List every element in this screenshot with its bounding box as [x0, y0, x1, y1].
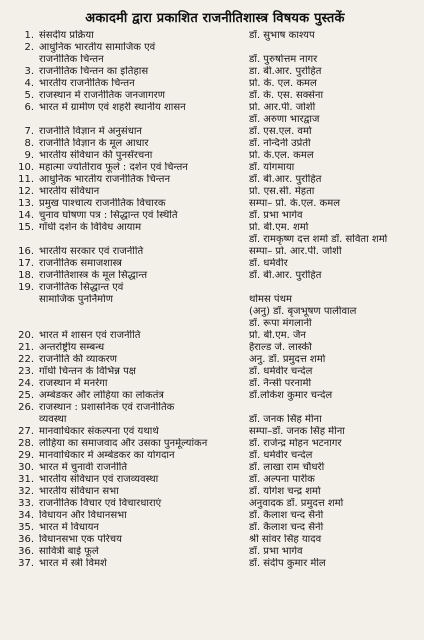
- book-number: 36.: [18, 534, 34, 545]
- book-author: डॉ. जनक सिंह मीना: [249, 414, 322, 425]
- list-item: [14, 402, 416, 414]
- list-item: [14, 318, 416, 330]
- book-author: डॉ. बी.आर. पुरोहित: [249, 174, 322, 185]
- book-number: 28.: [18, 438, 34, 449]
- book-title: राजनीतिशास्त्र के मूल सिद्धान्त: [39, 270, 148, 281]
- list-item: [14, 138, 416, 150]
- list-item: [14, 330, 416, 342]
- book-title: भारतीय सरकार एवं राजनीति: [39, 246, 144, 257]
- book-author: प्रो. बी.एम. शर्मा: [249, 222, 309, 233]
- book-title: महात्मा ज्योतीराव फूले : दर्शन एवं चिन्तन: [39, 162, 188, 173]
- list-item: [14, 342, 416, 354]
- book-list: [14, 30, 416, 570]
- list-item: [14, 66, 416, 78]
- book-number: 13.: [18, 198, 34, 209]
- list-item: [14, 546, 416, 558]
- list-item: [14, 558, 416, 570]
- list-item: [14, 522, 416, 534]
- list-item: [14, 42, 416, 54]
- book-author: डॉ. अल्पना पारीक: [249, 474, 315, 485]
- book-number: 26.: [18, 402, 34, 413]
- book-title: राजनीति की व्याकरण: [39, 354, 117, 365]
- book-author: डॉ. के. एस. सक्सेना: [249, 90, 324, 101]
- book-number: 3.: [24, 66, 34, 77]
- list-item: [14, 186, 416, 198]
- list-item: [14, 150, 416, 162]
- book-title: भारतीय संविधान की पुनर्संरचना: [39, 150, 153, 161]
- book-number: 8.: [24, 138, 34, 149]
- book-title: राजस्थान में राजनीतिक जनजागरण: [39, 90, 165, 101]
- book-author: प्रो. एस.सी. मेहता: [249, 186, 315, 197]
- book-title: आधुनिक भारतीय राजनीतिक चिन्तन: [39, 174, 171, 185]
- book-title-cont: राजनीतिक चिन्तन: [39, 54, 104, 65]
- book-number: 1.: [24, 30, 34, 41]
- book-title: राजनीतिक विचार एवं विचारधाराएं: [39, 498, 162, 509]
- book-title: भारतीय संविधान एवं राजव्यवस्था: [39, 474, 159, 485]
- book-author: हैराल्ड जे. लास्की: [249, 342, 312, 353]
- book-author-extra: डॉ. रूपा मंगलानी: [249, 318, 312, 329]
- book-title: भारत में शासन एवं राजनीति: [39, 330, 141, 341]
- list-item: [14, 210, 416, 222]
- book-title: भारतीय संविधान: [39, 186, 100, 197]
- book-number: 22.: [18, 354, 34, 365]
- book-number: 25.: [18, 390, 34, 401]
- book-title: चुनाव घोषणा पत्र : सिद्धान्त एवं स्थिति: [39, 210, 178, 221]
- book-number: 18.: [18, 270, 34, 281]
- list-item: [14, 498, 416, 510]
- list-item: [14, 426, 416, 438]
- list-item: [14, 198, 416, 210]
- book-title: गाँधी चिन्तन के विभिन्न पक्ष: [39, 366, 136, 377]
- list-item: [14, 126, 416, 138]
- book-title: मानवाधिकार संकल्पना एवं यथार्थ: [39, 426, 159, 437]
- list-item: [14, 30, 416, 42]
- book-number: 5.: [24, 90, 34, 101]
- list-item: [14, 474, 416, 486]
- book-number: 17.: [18, 258, 34, 269]
- list-item: [14, 510, 416, 522]
- book-author: डॉ. योगेश चन्द्र शर्मा: [249, 486, 321, 497]
- book-author: डॉ. सुभाष काश्यप: [249, 30, 315, 41]
- book-author-extra: डॉ. रामकृष्ण दत्त शर्मा डॉ. सविता शर्मा: [249, 234, 388, 245]
- book-author: सम्पा– प्रो. आर.पी. जोशी: [249, 246, 342, 257]
- book-author: डॉ. बी.आर. पुरोहित: [249, 270, 322, 281]
- list-item: [14, 54, 416, 66]
- book-author: प्रो. बी.एम. जैन: [249, 330, 306, 341]
- book-author: डॉ. संदीप कुमार मील: [249, 558, 326, 569]
- book-author: प्रो. आर.पी. जोशी: [249, 102, 316, 113]
- book-title: गाँधी दर्शन के विविध आयाम: [39, 222, 142, 233]
- book-title: आधुनिक भारतीय सामाजिक एवं: [39, 42, 156, 53]
- book-author: डॉ.लोकेश कुमार चन्देल: [249, 390, 333, 401]
- book-author: डॉ. कैलाश चन्द सैनी: [249, 510, 324, 521]
- book-number: 34.: [18, 510, 34, 521]
- book-number: 21.: [18, 342, 34, 353]
- book-author: डॉ. योगमाया: [249, 162, 295, 173]
- book-number: 6.: [24, 102, 34, 113]
- book-author: थोमस पंथम: [249, 294, 292, 305]
- book-number: 29.: [18, 450, 34, 461]
- book-author: डा. बी.आर. पुरोहित: [249, 66, 322, 77]
- book-title: प्रमुख पाश्चात्य राजनीतिक विचारक: [39, 198, 166, 209]
- book-number: 7.: [24, 126, 34, 137]
- list-item: [14, 378, 416, 390]
- book-title-cont: व्यवस्था: [39, 414, 67, 425]
- list-item: [14, 282, 416, 294]
- list-item: [14, 102, 416, 114]
- book-author: अनु. डॉ. प्रमुदत्त शर्मा: [249, 354, 326, 365]
- book-title: राजनीतिक सिद्धान्त एवं: [39, 282, 124, 293]
- book-title: विधायन और विधानसभा: [39, 510, 127, 521]
- book-author-extra: (अनु) डॉ. बृजभूषण पालीवाल: [249, 306, 357, 317]
- list-item: [14, 462, 416, 474]
- book-number: 9.: [24, 150, 34, 161]
- book-author: डॉ. प्रभा भार्गव: [249, 546, 303, 557]
- book-title: राजनीतिक चिन्तन का इतिहास: [39, 66, 149, 77]
- book-title: राजस्थान में मनरेगा: [39, 378, 108, 389]
- book-number: 20.: [18, 330, 34, 341]
- book-title: संसदीय प्रक्रिया: [39, 30, 94, 41]
- book-number: 19.: [18, 282, 34, 293]
- list-item: [14, 222, 416, 234]
- book-number: 11.: [18, 174, 34, 185]
- list-item: [14, 390, 416, 402]
- book-number: 36.: [18, 546, 34, 557]
- book-number: 24.: [18, 378, 34, 389]
- book-author: डॉ. धर्मवीर चन्देल: [249, 450, 313, 461]
- book-title: अम्बेडकर और लोहिया का लोकतंत्र: [39, 390, 164, 401]
- list-item: [14, 294, 416, 306]
- book-number: 4.: [24, 78, 34, 89]
- list-item: [14, 486, 416, 498]
- list-item: [14, 234, 416, 246]
- book-author: श्री सांवर सिंह यादव: [249, 534, 322, 545]
- book-number: 33.: [18, 498, 34, 509]
- book-title: भारत में ग्रामीण एवं शहरी स्थानीय शासन: [39, 102, 186, 113]
- book-author: डॉ. राजेन्द्र मोहन भटनागर: [249, 438, 342, 449]
- list-item: [14, 162, 416, 174]
- book-title: सावित्री बाई फूले: [39, 546, 99, 557]
- list-item: [14, 450, 416, 462]
- book-title: भारतीय राजनीतिक चिन्तन: [39, 78, 135, 89]
- book-author: डॉ. नन्दिनी उप्रेती: [249, 138, 311, 149]
- list-item: [14, 438, 416, 450]
- book-title: राजस्थान : प्रशासनिक एवं राजनीतिक: [39, 402, 175, 413]
- list-item: [14, 174, 416, 186]
- book-number: 31.: [18, 474, 34, 485]
- book-title: लोहिया का समाजवाद और उसका पुनर्मूल्यांकन: [39, 438, 208, 449]
- list-item: [14, 246, 416, 258]
- list-item: [14, 306, 416, 318]
- book-author: डॉ. धर्मवीर चन्देल: [249, 366, 313, 377]
- book-author: प्रो. के.एल. कमल: [249, 150, 314, 161]
- book-title: भारतीय संविधान सभा: [39, 486, 119, 497]
- book-author: डॉ. नैन्सी परनामी: [249, 378, 312, 389]
- book-author-extra: डॉ. अरुणा भारद्वाज: [249, 114, 320, 125]
- book-number: 30.: [18, 462, 34, 473]
- book-number: 15.: [18, 222, 34, 233]
- book-author: डॉ. एस.एल. वर्मा: [249, 126, 312, 137]
- book-title: अन्तर्राष्ट्रीय सम्बन्ध: [39, 342, 105, 353]
- book-number: 27.: [18, 426, 34, 437]
- page-title: अकादमी द्वारा प्रकाशित राजनीतिशास्त्र विषयक पुस्तकें: [85, 11, 345, 26]
- list-item: [14, 366, 416, 378]
- book-title: भारत में चुनावी राजनीति: [39, 462, 128, 473]
- book-author: डॉ. लाखा राम चौधरी: [249, 462, 325, 473]
- book-title: राजनीति विज्ञान के मूल आधार: [39, 138, 149, 149]
- list-item: [14, 258, 416, 270]
- book-number: 37.: [18, 558, 34, 569]
- list-item: [14, 78, 416, 90]
- book-author: सम्पा– प्रो. के.एल. कमल: [249, 198, 341, 209]
- list-item: [14, 114, 416, 126]
- book-author: अनुवादक डॉ. प्रमुदत्त शर्मा: [249, 498, 344, 509]
- list-item: [14, 354, 416, 366]
- book-author: डॉ. प्रभा भार्गव: [249, 210, 303, 221]
- book-author: डॉ. कैलाश चन्द सैनी: [249, 522, 324, 533]
- book-author: डॉ. धर्मवीर: [249, 258, 288, 269]
- book-title: विधानसभा एक परिचय: [39, 534, 122, 545]
- book-title: मानवाधिकार में अम्बेडकर का योगदान: [39, 450, 175, 461]
- list-item: [14, 534, 416, 546]
- book-author: सम्पा–डॉ. जनक सिंह मीना: [249, 426, 345, 437]
- book-author: प्रो. के. एल. कमल: [249, 78, 317, 89]
- list-item: [14, 414, 416, 426]
- book-number: 23.: [18, 366, 34, 377]
- book-author: डॉ. पुरुषोत्तम नागर: [249, 54, 318, 65]
- book-number: 16.: [18, 246, 34, 257]
- book-number: 10.: [18, 162, 34, 173]
- book-title-cont: सामाजिक पुनर्निर्माण: [39, 294, 113, 305]
- list-item: [14, 90, 416, 102]
- book-title: भारत में स्त्री विमर्श: [39, 558, 107, 569]
- book-title: राजनीतिक समाजशास्त्र: [39, 258, 122, 269]
- book-number: 35.: [18, 522, 34, 533]
- book-title: भारत में विधायन: [39, 522, 99, 533]
- book-number: 32.: [18, 486, 34, 497]
- book-number: 2.: [24, 42, 34, 53]
- book-number: 14.: [18, 210, 34, 221]
- book-title: राजनीति विज्ञान में अनुसंधान: [39, 126, 142, 137]
- list-item: [14, 270, 416, 282]
- book-number: 12.: [18, 186, 34, 197]
